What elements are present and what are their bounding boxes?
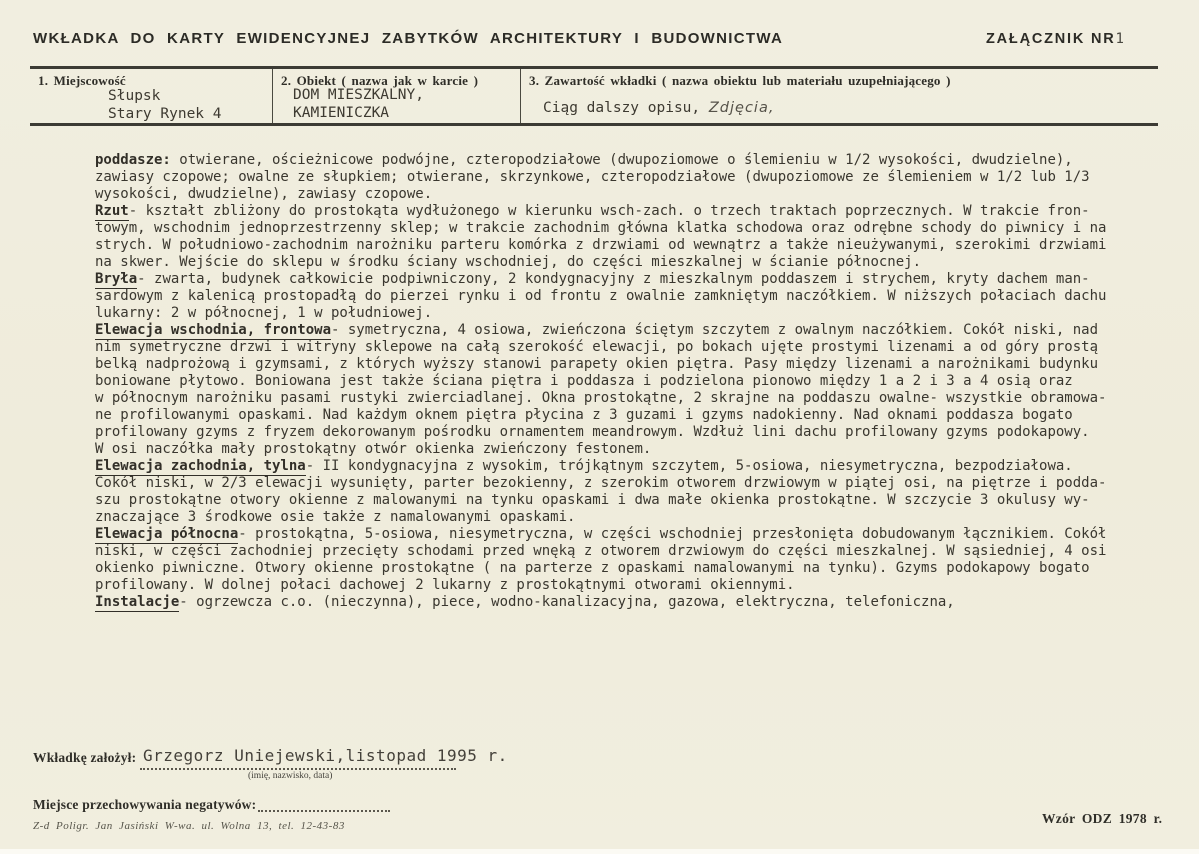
description-line: boniowane płytowo. Boniowana jest także ściana piętra i poddasza i podzielona pionowo między 1 a 2 i 3 a 4 osią oraz <box>95 373 1073 389</box>
founder-value: Grzegorz Uniejewski,listopad 1995 r. <box>143 746 508 765</box>
locality-value <box>108 87 264 123</box>
identification-table <box>30 66 1158 126</box>
description-line: sardowym z kalenicą prostopadłą do pierzei rynku i od frontu z owalnie zamkniętym naczółkiem. W niższych połaciach dachu <box>95 288 1107 304</box>
section-headword: Elewacja północna <box>95 526 239 542</box>
description-line: belką nadprożową i gzymsami, z których wyższy stanowi parapety okien piętra. Pasy między lizenami a narożnikami budynku <box>95 356 1099 372</box>
attachment-number <box>986 31 1126 47</box>
description-line: Elewacja wschodnia, frontowa- symetryczna, 4 osiowa, zwieńczona ściętym szczytem z owalnym naczółkiem. Cokół niski, nad <box>95 322 1099 338</box>
description-line: nim symetryczne drzwi i witryny sklepowe na całą szerokość elewacji, po bokach ujęte prostymi lizenami a od góry prostą <box>95 339 1099 355</box>
negatives-label: Miejsce przechowywania negatywów: <box>33 797 257 812</box>
description-line: W osi naczółka mały prostokątny otwór okienka zwieńczony festonem. <box>95 441 652 457</box>
contents-handwritten-value: Zdjęcia, <box>708 100 775 116</box>
negatives-dotted-line <box>258 796 390 812</box>
description-line: lukarny: 2 w północnej, 1 w południowej. <box>95 305 433 321</box>
cell-contents <box>521 69 1158 123</box>
attachment-number-value: 1 <box>1115 31 1126 47</box>
locality-label: 1. Miejscowość <box>38 73 126 88</box>
founder-label: Wkładkę założył: <box>33 750 137 765</box>
description-line: Elewacja zachodnia, tylna- II kondygnacyjna z wysokim, trójkątnym szczytem, 5-osiowa, niesymetryczna, bezpodziałowa. <box>95 458 1073 474</box>
cell-object <box>273 69 521 123</box>
description-line: ne profilowanymi opaskami. Nad każdym oknem piętra płycina z 3 guzami i gzyms nadokienny. Nad oknami poddasza bogato <box>95 407 1073 423</box>
description-line: strych. W południowo-zachodnim narożniku parteru komórka z drzwiami od wewnątrz a także nieużywanymi, szerokimi drzwiami <box>95 237 1107 253</box>
section-headword: Elewacja zachodnia, tylna <box>95 458 306 474</box>
section-headword: Bryła <box>95 271 138 287</box>
description-line: wysokości, dwudzielne), zawiasy czopowe. <box>95 186 433 202</box>
page-title: WKŁADKA DO KARTY EWIDENCYJNEJ ZABYTKÓW ARCHITEKTURY I BUDOWNICTWA <box>33 30 784 47</box>
description-line: na skwer. Wejście do sklepu w środku ściany wschodniej, do części mieszkalnej w ścianie północnej. <box>95 254 922 270</box>
description-line: szu prostokątne otwory okienne z malowanymi na tynku opaskami i dwa małe okienka prostokątne. W szczycie 3 okulusy wy- <box>95 492 1090 508</box>
contents-value <box>543 99 1150 117</box>
description-line: Elewacja północna- prostokątna, 5-osiowa, niesymetryczna, w części wschodniej przesłonięta dobudowanym łącznikiem. Cokół <box>95 526 1107 542</box>
description-line: Bryła- zwarta, budynek całkowicie podpiwniczony, 2 kondygnacyjny z mieszkalnym poddaszem i strychem, kryty dachem man- <box>95 271 1090 287</box>
description-line: zawiasy czopowe; owalne ze słupkiem; otwierane, skrzynkowe, czteropodziałowe (dwupoziomowe ze ślemieniem w 1/2 lub 1/3 <box>95 169 1090 185</box>
description-line: znaczające 3 środkowe osie także z namalowanymi opaskami. <box>95 509 576 525</box>
object-line-2: KAMIENICZKA <box>293 105 390 121</box>
locality-line-1: Słupsk <box>108 88 161 104</box>
description-line: profilowany. W dolnej połaci dachowej 2 lukarny z prostokątnymi otworami okiennymi. <box>95 577 795 593</box>
description-line: poddasze: otwierane, ościeżnicowe podwójne, czteropodziałowe (dwupoziomowe o ślemieniu w 1/2 wysokości, dwudzielne), <box>95 152 1073 168</box>
founder-hint: (imię, nazwisko, data) <box>248 771 333 781</box>
object-value <box>293 86 512 122</box>
scan-edge <box>0 849 1199 854</box>
section-headword: Rzut <box>95 203 129 219</box>
object-label: 2. Obiekt ( nazwa jak w karcie ) <box>281 73 479 88</box>
description-line: profilowany gzyms z fryzem dekorowanym pośrodku ornamentem meandrowym. Wzdłuż lini dachu profilowany gzyms podokapowy. <box>95 424 1090 440</box>
contents-typed-value: Ciąg dalszy opisu, <box>543 100 701 116</box>
description-line: w północnym narożniku pasami rustyki zwierciadlanej. Okna prostokątne, 2 skrajne na poddaszu owalne- wszystkie obramowa- <box>95 390 1107 406</box>
object-line-1: DOM MIESZKALNY, <box>293 87 424 103</box>
description-line: Cokół niski, w 2/3 elewacji wysunięty, parter bezokienny, z szerokim otworem drzwiowym w piątej osi, na piętrze i podda- <box>95 475 1107 491</box>
description-line: okienko piwniczne. Otwory okienne prostokątne ( na parterze z opaskami namalowanymi na tynku). Gzyms podokapowy bogato <box>95 560 1090 576</box>
contents-label: 3. Zawartość wkładki ( nazwa obiektu lub materiału uzupełniającego ) <box>529 73 951 88</box>
print-credit: Z-d Poligr. Jan Jasiński W-wa. ul. Wolna 13, tel. 12-43-83 <box>33 820 345 832</box>
cell-locality <box>30 69 273 123</box>
form-model: Wzór ODZ 1978 r. <box>1042 811 1163 826</box>
section-headword: poddasze: <box>95 152 171 168</box>
description-line: niski, w części zachodniej przecięty schodami przed wnęką z otworem drzwiowym do części mieszkalnej. W sąsiedniej, 4 osi <box>95 543 1107 559</box>
attachment-label: ZAŁĄCZNIK NR <box>986 31 1116 47</box>
section-headword: Elewacja wschodnia, frontowa <box>95 322 332 338</box>
locality-line-2: Stary Rynek 4 <box>108 106 222 122</box>
section-headword: Instalacje <box>95 594 180 610</box>
description-line: Rzut- kształt zbliżony do prostokąta wydłużonego w kierunku wsch-zach. o trzech traktach poprzecznych. W trakcie fron- <box>95 203 1090 219</box>
description-lines <box>95 152 1111 611</box>
description-line: towym, wschodnim jednoprzestrzenny sklep; w trakcie zachodnim główna klatka schodowa oraz odrębne schody do piwnicy i na <box>95 220 1107 236</box>
description-line: Instalacje- ogrzewcza c.o. (nieczynna), piece, wodno-kanalizacyjna, gazowa, elektryczna, telefoniczna, <box>95 594 955 610</box>
